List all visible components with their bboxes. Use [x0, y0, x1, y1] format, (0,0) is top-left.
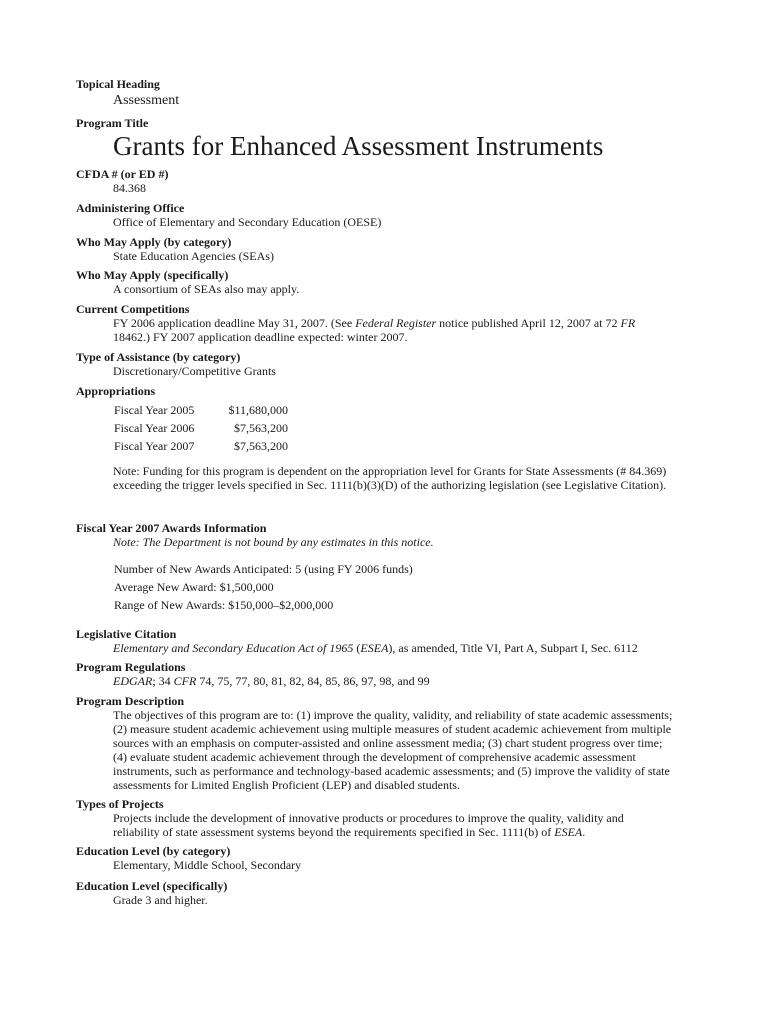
appropriations-section	[76, 384, 696, 492]
education-category-value: Elementary, Middle School, Secondary	[113, 858, 302, 872]
cfda-section	[76, 167, 696, 195]
appropriation-year: Fiscal Year 2007	[114, 439, 195, 453]
assistance-type-value: Discretionary/Competitive Grants	[113, 364, 276, 378]
projects-value	[113, 811, 663, 839]
regulations-cfr: CFR	[173, 674, 197, 688]
description-value: The objectives of this program are to: (1) improve the quality, validity, and reliability of state academic assessments; (2) measure student academic achievement using multiple measures of student academic achievement from multiple sources with an emphasis on computer-assisted and online assessment media; (3) chart student progress over time; (4) evaluate student academic achievement through the development of comprehensive academic assessment instruments, such as performance and technology-based academic assessments; and (5) improve the validity of state assessments for Limited English Proficient (LEP) and disabled students.	[113, 708, 673, 792]
regulations-edgar: EDGAR	[113, 674, 153, 688]
appropriation-row	[114, 419, 696, 437]
legislative-heading: Legislative Citation	[76, 627, 177, 641]
description-section	[76, 694, 696, 792]
competitions-text-1: FY 2006 application deadline May 31, 2007. (See	[113, 316, 356, 330]
topical-heading: Topical Heading	[76, 77, 160, 91]
legislative-rest: ), as amended, Title VI, Part A, Subpart I, Sec. 6112	[388, 641, 638, 655]
legislative-act: Elementary and Secondary Education Act of 1965	[113, 641, 354, 655]
awards-list	[76, 560, 696, 614]
program-title-value: Grants for Enhanced Assessment Instruments	[113, 131, 604, 161]
awards-average: Average New Award: $1,500,000	[114, 580, 274, 594]
who-specific-heading: Who May Apply (specifically)	[76, 268, 229, 282]
cfda-value: 84.368	[113, 181, 146, 195]
awards-heading: Fiscal Year 2007 Awards Information	[76, 521, 267, 535]
appropriation-amount: $7,563,200	[234, 439, 288, 453]
description-heading: Program Description	[76, 694, 185, 708]
legislative-abbr: ESEA	[360, 641, 389, 655]
awards-range: Range of New Awards: $150,000–$2,000,000	[114, 598, 334, 612]
appropriations-note: Note: Funding for this program is dependent on the appropriation level for Grants for State Assessments (# 84.369) exceeding the trigger levels specified in Sec. 1111(b)(3)(D) of the authorizing legislation (see Legislative Citation).	[113, 464, 667, 492]
education-specific-heading: Education Level (specifically)	[76, 879, 228, 893]
appropriations-heading: Appropriations	[76, 384, 156, 398]
education-category-section	[76, 844, 696, 872]
appropriation-amount: $7,563,200	[234, 421, 288, 435]
projects-end: .	[582, 825, 586, 839]
legislative-value	[113, 641, 696, 655]
projects-text: Projects include the development of innovative products or procedures to improve the quality, validity and reliability of state assessment systems beyond the requirements specified in Sec. 1111(b) of	[113, 811, 624, 839]
who-category-section	[76, 235, 696, 263]
program-title-section	[76, 116, 696, 161]
appropriation-row	[114, 437, 696, 455]
assistance-type-section	[76, 350, 696, 378]
appropriations-table	[76, 401, 696, 455]
who-specific-section	[76, 268, 696, 296]
competitions-text-2: notice published April 12, 2007 at 72	[436, 316, 621, 330]
regulations-rest: 74, 75, 77, 80, 81, 82, 84, 85, 86, 97, 98, and 99	[196, 674, 430, 688]
regulations-value	[113, 674, 696, 688]
education-specific-section	[76, 879, 696, 907]
competitions-heading: Current Competitions	[76, 302, 190, 316]
federal-register-text: Federal Register	[355, 316, 437, 330]
program-title-heading: Program Title	[76, 116, 149, 130]
who-specific-value: A consortium of SEAs also may apply.	[113, 282, 300, 296]
regulations-heading: Program Regulations	[76, 660, 186, 674]
cfda-heading: CFDA # (or ED #)	[76, 167, 169, 181]
appropriation-row	[114, 401, 696, 419]
projects-heading: Types of Projects	[76, 797, 164, 811]
competitions-section	[76, 302, 696, 344]
fr-text: FR	[620, 316, 636, 330]
legislative-section	[76, 627, 696, 655]
topical-value: Assessment	[113, 93, 180, 108]
education-category-heading: Education Level (by category)	[76, 844, 231, 858]
appropriation-year: Fiscal Year 2006	[114, 421, 195, 435]
legislative-open: (	[353, 641, 361, 655]
projects-section	[76, 797, 696, 839]
appropriation-year: Fiscal Year 2005	[114, 403, 195, 417]
office-heading: Administering Office	[76, 201, 185, 215]
office-section	[76, 201, 696, 229]
projects-esea: ESEA	[554, 825, 583, 839]
awards-section	[76, 521, 696, 614]
topical-section	[76, 77, 696, 109]
education-specific-value: Grade 3 and higher.	[113, 893, 208, 907]
regulations-sep: ; 34	[152, 674, 174, 688]
assistance-type-heading: Type of Assistance (by category)	[76, 350, 241, 364]
regulations-section	[76, 660, 696, 688]
office-value: Office of Elementary and Secondary Education (OESE)	[113, 215, 382, 229]
competitions-text-3: 18462.) FY 2007 application deadline expected: winter 2007.	[113, 330, 408, 344]
who-category-heading: Who May Apply (by category)	[76, 235, 232, 249]
awards-number: Number of New Awards Anticipated: 5 (using FY 2006 funds)	[114, 562, 413, 576]
awards-note: Note: The Department is not bound by any estimates in this notice.	[113, 535, 434, 549]
appropriation-amount: $11,680,000	[228, 403, 288, 417]
who-category-value: State Education Agencies (SEAs)	[113, 249, 274, 263]
competitions-value	[113, 316, 696, 344]
